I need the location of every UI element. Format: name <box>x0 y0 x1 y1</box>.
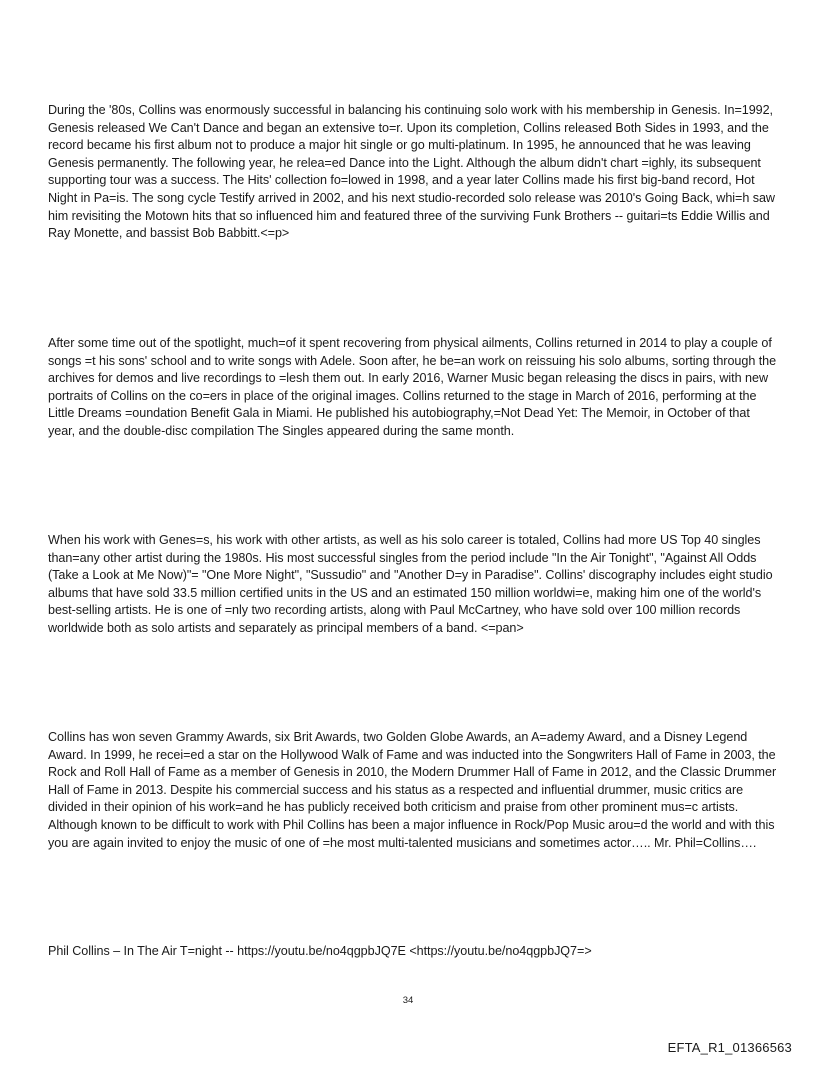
paragraph-awards: Collins has won seven Grammy Awards, six Brit Awards, two Golden Globe Awards, an A=ademy Award, and a Disney Legend Award. In 1999, he recei=ed a star on the Hollywood Walk of Fame and was inducted into the Songwriters Hall of Fame in 2003, the Rock and Roll Hall of Fame as a member of Genesis in 2010, the Modern Drummer Hall of Fame in 2012, and the Classic Drummer Hall of Fame in 2013. Despite his commercial success and his status as a respected and influential drummer, music critics are divided in their opinion of his work=and he has publicly received both criticism and praise from other prominent mus=c artists. Although known to be difficult to work with Phil Collins has been a major influence in Rock/Pop Music arou=d the world and with this you are again invited to enjoy the music of one of =he most multi-talented musicians and sometimes actor….. Mr. Phil=Collins…. <box>48 730 777 850</box>
paragraph-chart-success: When his work with Genes=s, his work with other artists, as well as his solo career is totaled, Collins had more US Top 40 singles than=any other artist during the 1980s. His most successful singles from the period include "In the Air Tonight", "Against All Odds (Take a Look at Me Now)"= "One More Night", "Sussudio" and "Another D=y in Paradise". Collins' discography includes eight studio albums that have sold 33.5 million certified units in the US and an estimated 150 million worldwi=e, making him one of the world's best-selling artists. He is one of =nly two recording artists, along with Paul McCartney, who have sold over 100 million records worldwide both as solo artists and separately as principal members of a band. <=pan> <box>48 533 773 635</box>
video-link-line[interactable]: Phil Collins – In The Air T=night -- https://youtu.be/no4qgpbJQ7E <https://youtu.be/no4qgpbJQ7=> <box>48 944 592 958</box>
document-id: EFTA_R1_01366563 <box>667 1040 792 1055</box>
paragraph-genesis-era: During the '80s, Collins was enormously successful in balancing his continuing solo work with his membership in Genesis. In=1992, Genesis released We Can't Dance and began an extensive to=r. Upon its completion, Collins released Both Sides in 1993, and the record became his first album not to produce a major hit single or go multi-platinum. In 1995, he announced that he was leaving Genesis permanently. The following year, he relea=ed Dance into the Light. Although the album didn't chart =ighly, its subsequent supporting tour was a success. The Hits' collection fo=lowed in 1998, and a year later Collins made his first big-band record, Hot Night in Pa=is. The song cycle Testify arrived in 2002, and his next studio-recorded solo release was 2010's Going Back, whi=h saw him revisiting the Motown hits that so influenced him and featured three of the surviving Funk Brothers -- guitari=ts Eddie Willis and Ray Monette, and bassist Bob Babbitt.<=p> <box>48 103 775 241</box>
page-number: 34 <box>402 995 414 1006</box>
paragraph-comeback: After some time out of the spotlight, much=of it spent recovering from physical ailments, Collins returned in 2014 to play a couple of songs =t his sons' school and to write songs with Adele. Soon after, he be=an work on reissuing his solo albums, sorting through the archives for demos and live recordings to =lesh them out. In early 2016, Warner Music began releasing the discs in pairs, with new portraits of Collins on the co=ers in place of the original images. Collins returned to the stage in March of 2016, performing at the Little Dreams =oundation Benefit Gala in Miami. He published his autobiography,=Not Dead Yet: The Memoir, in October of that year, and the double-disc compilation The Singles appeared during the same month. <box>48 336 777 438</box>
